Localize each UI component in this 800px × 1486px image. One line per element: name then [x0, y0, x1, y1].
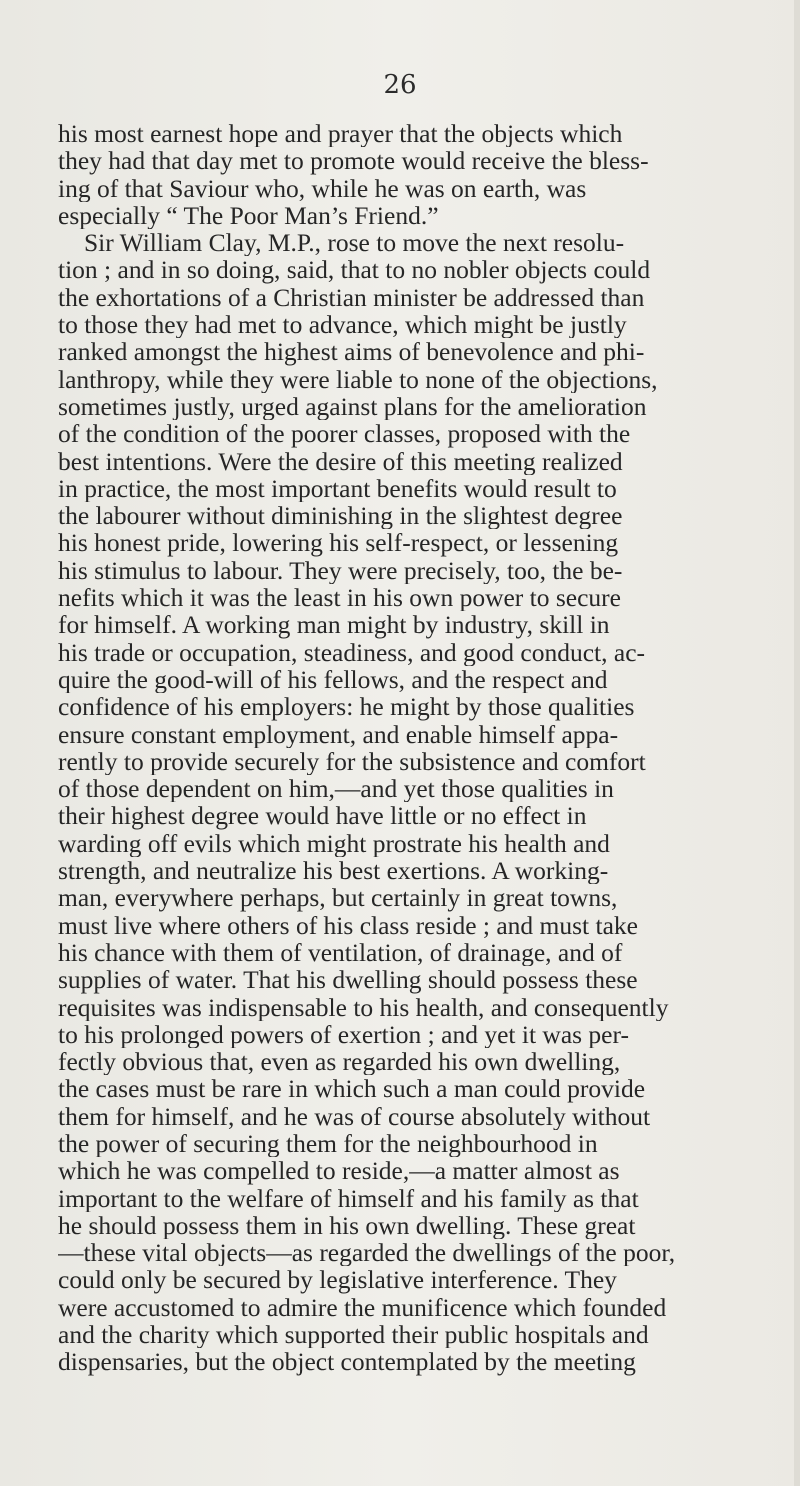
text-line: man, everywhere perhaps, but certainly in great towns,	[58, 884, 618, 912]
text-line: important to the welfare of himself and his family as that	[58, 1184, 639, 1212]
text-line: were accustomed to admire the munificence which founded	[58, 1293, 667, 1322]
text-line: his trade or occupation, steadiness, and good conduct, ac-	[58, 638, 646, 666]
text-line: their highest degree would have little or no effect in	[58, 802, 587, 830]
text-line: to those they had met to advance, which might be justly	[58, 311, 627, 339]
text-line: and the charity which supported their public hospitals and	[58, 1321, 649, 1349]
text-line: of those dependent on him,—and yet those qualities in	[58, 775, 614, 803]
text-line: lanthropy, while they were liable to none of the objections,	[58, 365, 658, 393]
text-line: supplies of water. That his dwelling should possess these	[58, 966, 638, 994]
text-line: could only be secured by legislative interference. They	[58, 1266, 617, 1294]
text-line: he should possess them in his own dwelling. These great	[58, 1211, 636, 1240]
text-line: in practice, the most important benefits would result to	[58, 474, 617, 503]
text-line: requisites was indispensable to his health, and consequently	[58, 993, 669, 1021]
text-line: fectly obvious that, even as regarded his own dwelling,	[58, 1048, 621, 1076]
text-line: quire the good-will of his fellows, and the respect and	[58, 665, 608, 694]
text-line: his stimulus to labour. They were precisely, too, the be-	[58, 556, 623, 585]
text-line: his honest pride, lowering his self-respect, or lessening	[58, 529, 619, 557]
text-line: the cases must be rare in which such a man could provide	[58, 1075, 646, 1103]
text-line: his chance with them of ventilation, of drainage, and of	[58, 938, 623, 967]
body-text	[58, 120, 778, 1376]
text-line: especially “ The Poor Man’s Friend.”	[58, 201, 439, 230]
text-line: best intentions. Were the desire of this meeting realized	[58, 447, 623, 475]
text-line: which he was compelled to reside,—a matter almost as	[58, 1157, 620, 1185]
text-line: ensure constant employment, and enable himself appa-	[58, 720, 619, 748]
text-line: tion ; and in so doing, said, that to no nobler objects could	[58, 256, 651, 284]
text-line: for himself. A working man might by industry, skill in	[58, 611, 610, 639]
text-line: ranked amongst the highest aims of benevolence and phi-	[58, 338, 645, 366]
text-line: the power of securing them for the neighbourhood in	[58, 1129, 598, 1158]
text-line: —these vital objects—as regarded the dwellings of the poor,	[58, 1239, 676, 1267]
page-edge	[794, 0, 800, 1486]
text-line: sometimes justly, urged against plans for the amelioration	[58, 392, 647, 421]
text-line: must live where others of his class reside ; and must take	[58, 911, 638, 939]
text-line: ing of that Saviour who, while he was on earth, was	[58, 174, 587, 202]
text-line: them for himself, and he was of course absolutely without	[58, 1102, 651, 1130]
text-line: they had that day met to promote would receive the bless-	[58, 147, 649, 175]
text-line: confidence of his employers: he might by those qualities	[58, 693, 635, 721]
text-line: the labourer without diminishing in the slightest degree	[58, 502, 623, 530]
text-line: Sir William Clay, M.P., rose to move the next resolu-	[84, 229, 625, 257]
page-number: 26	[383, 70, 417, 100]
text-line: rently to provide securely for the subsistence and comfort	[58, 747, 646, 776]
text-line: his most earnest hope and prayer that the objects which	[58, 120, 623, 148]
text-line: warding off evils which might prostrate his health and	[58, 829, 610, 858]
text-line: of the condition of the poorer classes, proposed with the	[58, 420, 631, 448]
text-line: to his prolonged powers of exertion ; and yet it was per-	[58, 1020, 629, 1049]
text-line: the exhortations of a Christian minister be addressed than	[58, 283, 645, 312]
text-line: dispensaries, but the object contemplated by the meeting	[58, 1348, 636, 1376]
text-line: nefits which it was the least in his own power to secure	[58, 584, 621, 612]
text-line: strength, and neutralize his best exertions. A working-	[58, 857, 609, 885]
